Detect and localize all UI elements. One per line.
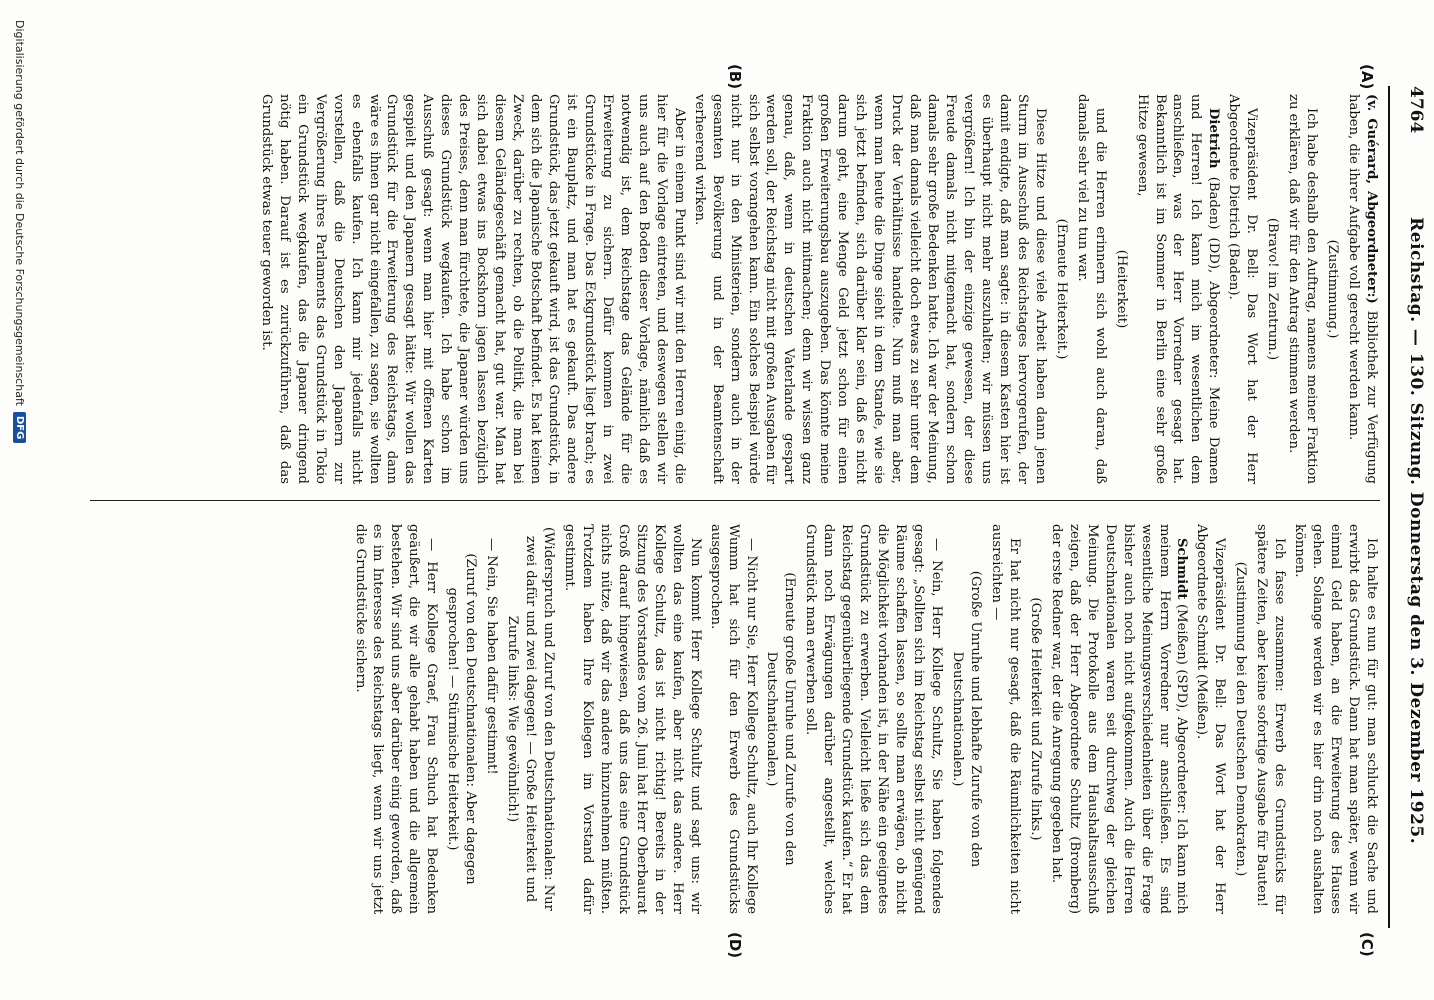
margin-marker-b: (B) [726, 64, 744, 90]
funding-footer [13, 20, 26, 980]
dfg-logo: DFG [13, 412, 26, 443]
paragraph: Ich halte es nun für gut: man schluckt die Sache und erwirbt das Grundstück. Dann hat man später, wenn wir einmal Geld haben, an die Erweiterung des Hauses gehen. Solange werden wir es hier drin noch aushalten können. [1292, 524, 1379, 914]
stage-direction: (Erneute Heiterkeit.) [1053, 218, 1069, 360]
header-title: Reichstag. — 130. Sitzung. Donnerstag den 3. Dezember 1925. [1406, 217, 1426, 845]
paragraph [1047, 524, 1191, 914]
paragraph-text: Bibliothek zur Verfügung haben, die ihrer Aufgabe voll gerecht werden kann. [1346, 94, 1379, 484]
stage-direction: (Zuruf von den Deutschnationalen: Aber dagegen gesprochen! — Stürmische Heiterkeit.) [445, 553, 479, 885]
stage-direction: (Zustimmung bei den Deutschen Demokraten.) [1233, 561, 1249, 877]
speaker-name: Dietrich [1206, 108, 1222, 169]
paragraph: Diese Hitze und diese viele Arbeit haben dann jenen Sturm im Ausschuß des Reichstages hervorgerufen, der damit endigte, daß man sagte: in diesem Kasten hier ist es überhaupt nicht mehr auszuhalten; wir müssen uns vergrößern! Ich bin der einzige gewesen, der diese Freude damals nicht mitgemacht hat, sondern schon damals sehr große Bedenken hatte. Ich war der Meinung, daß man damals vielleicht doch etwas zu sehr unter dem Druck der Verhältnisse handelte. Nun muß man aber, wenn man heute die Dinge sieht in dem Stande, wie sie sich jetzt befinden, sich darüber klar sein, daß es nicht darum geht, eine Menge Geld jetzt schon für einen großen Erweiterungsbau auszugeben. Das könnte meine Fraktion auch nicht mitmachen; denn wir wissen ganz genau, daß, wenn in deutschen Vaterlande gespart werden soll, der Reichstag nicht mit großen Ausgaben für sich selbst vorangehen kann. Ein solches Beispiel würde nicht nur in den Ministerien, sondern auch in der gesamten Bevölkerung und in der Beamtenschaft verheerend wirken. [691, 94, 1048, 484]
paragraph: Aber in einem Punkt sind wir mit den Herren einig, die hier für die Vorlage eintreten, und deswegen stellen wir uns auch auf den Boden dieser Vorlage, nämlich daß es notwendig ist, dem Reichstage das Gelände für die Erweiterung zu sichern. Dafür kommen in zwei Grundstücke in Frage. Das Eckgrundstück liegt brach; es ist ein Bauplatz, und man hat es gekauft. Das andere Grundstück, das jetzt gekauft wird, ist das Grundstück, in dem sich die Japanische Botschaft befindet. Es hat keinen Zweck, darüber zu rechten, ob die Politik, die man bei diesem Geländegeschäft gemacht hat, gut war. Man hat sich dabei etwas ins Bockshorn jagen lassen bezüglich des Preises, denn man fürchtete, die Japaner würden uns dieses Grundstück wegkaufen. Ich habe schon im Ausschuß gesagt: wenn man hier mit offenen Karten gespielt und den Japanern gesagt hätte: Wir wollen das Grundstück für die Erweiterung des Reichstags, dann wäre es ihnen gar nicht eingefallen, zu sagen, sie wollten es ebenfalls kaufen. Ich kann mir jedenfalls nicht vorstellen, daß die Deutschen den Japanern zur Vergrößerung ihres Parlaments das Grundstück in Tokio ein Grundstück wegkaufen, das die Japaner dringend nötig haben. Darauf ist es zurückzuführen, daß das Grundstück etwas teuer geworden ist. [258, 94, 687, 484]
paragraph: und die Herren erinnern sich wohl auch daran, daß damals sehr viel zu tun war. [1074, 94, 1108, 484]
left-column [90, 94, 1380, 484]
paragraph: Ich habe deshalb den Auftrag, namens meiner Fraktion zu erklären, daß wir für den Antrag stimmen werden. [1286, 94, 1320, 484]
paragraph: Ich fasse zusammen: Erwerb des Grundstücks für spätere Zeiten, aber keine sofortige Ausgabe für Bauten! [1254, 524, 1288, 914]
stage-direction: (Große Unruhe und lebhafte Zurufe von den Deutschnationalen.) [950, 570, 983, 868]
margin-marker-c: (C) [1358, 932, 1376, 957]
paragraph: — Nicht nur Sie, Herr Kollege Schultz, auch Ihr Kollege Wumm hat sich für den Erwerb des Grundstücks ausgesprochen. [707, 524, 759, 914]
paragraph-text: (Baden) (DD), Abgeordneter: Meine Damen und Herren! Ich kann mich im wesentlichen dem anschließen, was der Herr Vorredner gesagt hat. Bekanntlich ist im Sommer in Berlin eine sehr große Hitze gewesen, [1134, 94, 1222, 484]
stage-direction: (Erneute große Unruhe und Zurufe von den Deutschnationalen.) [764, 572, 798, 866]
paragraph: Vizepräsident Dr. Bell: Das Wort hat der Herr Abgeordnete Schmidt (Meißen). [1194, 524, 1228, 914]
stage-direction: (Heiterkeit) [1113, 249, 1129, 329]
paragraph: Vizepräsident Dr. Bell: Das Wort hat der Herr Abgeordnete Dietrich (Baden). [1226, 94, 1260, 484]
margin-marker-a: (A) [1358, 64, 1376, 90]
stage-direction: (Widerspruch und Zuruf von den Deutschnationalen: Nur zwei dafür und zwei dagegen! — Große Heiterkeit und Zurufe links: Wie gewöhnlich!) [505, 527, 557, 911]
speaker-name: (v. Guérard, Abgeordneter:) [1364, 94, 1379, 304]
header-rule [1388, 86, 1390, 928]
paragraph: Nun kommt Herr Kollege Schultz und sagt uns: wir wollten das eine kaufen, aber nicht das andere. Herr Kollege Schultz, das ist nicht richtig! Bereits in der Sitzung des Vorstandes vom 26. Juni hat Herr Oberbaurat Groß darauf hingewiesen, daß uns das eine Grundstück nichts nütze, daß wir das andere hinzunehmen müßten. Trotzdem haben Ihre Kollegen im Vorstand dafür gestimmt. [562, 524, 703, 914]
paragraph [1344, 94, 1380, 484]
paragraph [1133, 94, 1223, 484]
speaker-name: Schmidt [1174, 538, 1190, 600]
paragraph: — Nein, Herr Kollege Schultz, Sie haben folgendes gesagt: „Sollten sich im Reichstag selbst nicht genügend Räume schaffen lassen, so sollte man erwägen, ob nicht die Möglichkeit vorhanden ist, in der Nähe ein geeignetes Grundstück zu erwerben. Vielleicht ließe sich das dem Reichstag gegenüberliegende Grundstück kaufen.“ Er hat dann noch Erwägungen darüber angestellt, welches Grundstück man erwerben soll. [803, 524, 945, 914]
paragraph: — Nein, Sie haben dafür gestimmt! [484, 538, 500, 775]
stage-direction: (Zustimmung.) [1325, 239, 1341, 339]
page-header [1396, 86, 1426, 928]
margin-marker-d: (D) [726, 932, 744, 959]
stage-direction: (Bravo! im Zentrum.) [1265, 217, 1281, 361]
paragraph: — Herr Kollege Graef, Frau Schuch hat Bedenken geäußert, die wir alle gehabt haben und die allgemein bestehen. Wir sind uns aber darüber einig geworden, daß es im Interesse des Reichstags liegt, wenn wir uns jetzt die Grundstücke sichern. [352, 524, 440, 914]
page-number: 4764 [1406, 86, 1426, 134]
funding-text: Digitalisierung gefördert durch die Deutsche Forschungsgemeinschaft [13, 20, 26, 406]
paragraph-text: (Meißen) (SPD), Abgeordneter: Ich kann mich meinem Herrn Vorredner nur anschließen. Es sind wesentliche Meinungsverschiedenheiten über die Frage bisher auch noch nicht aufgekommen. Auch die Herren Deutschnationalen waren seit durchweg der gleichen Meinung. Die Protokolle aus dem Haushaltsausschuß zeigen, daß der Herr Abgeordnete Schultz (Bromberg) der erste Redner war, der die Anregung gegeben hat. [1048, 524, 1190, 914]
stage-direction: (Große Heiterkeit und Zurufe links.) [1027, 597, 1043, 841]
paragraph: Er hat nicht nur gesagt, daß die Räumlichkeiten nicht ausreichten — [988, 524, 1022, 914]
right-column [90, 524, 1380, 914]
column-divider [90, 500, 1380, 501]
